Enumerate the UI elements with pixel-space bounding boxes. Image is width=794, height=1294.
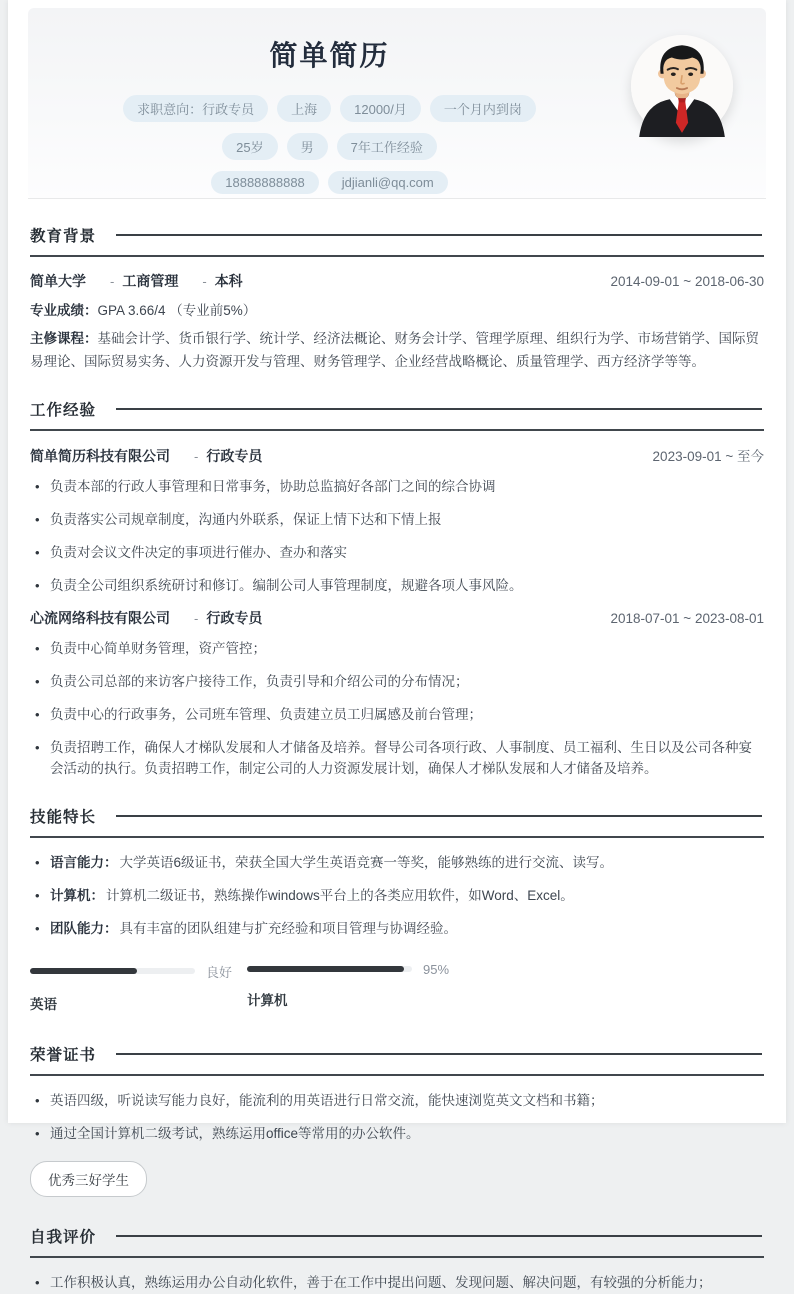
section-self-evaluation <box>30 1225 764 1294</box>
progress-track <box>30 968 195 974</box>
courses-line <box>30 328 764 373</box>
section-skills <box>30 805 764 1013</box>
skill-bar-computer <box>247 962 464 1013</box>
section-title-rule <box>116 408 762 410</box>
progress-fill <box>30 968 137 974</box>
tag-phone: 18888888888 <box>211 171 319 194</box>
skill-label: 计算机： <box>50 888 104 904</box>
section-title: 荣誉证书 <box>30 1046 97 1064</box>
resume-header <box>28 8 766 199</box>
progress-track <box>247 966 412 972</box>
skill-text: 计算机二级证书，熟练操作windows平台上的各类应用软件，如Word、Excel。 <box>106 888 574 904</box>
section-title: 教育背景 <box>30 228 97 245</box>
bar-level-label: 良好 <box>206 964 233 980</box>
education-date-range: 2014-09-01 ~ 2018-06-30 <box>610 274 764 289</box>
position-name: 行政专员 <box>206 610 263 627</box>
skill-label: 团队能力： <box>50 920 118 936</box>
job-bullet: • 负责招聘工作，确保人才梯队发展和人才储备及培养。督导公司各项行政、人事制度、员工福利、生日以及公司各种宴会活动的执行。负责招聘工作，制定公司的人力资源发展计划，确保人才梯队发展和人才储备及培养。 <box>30 738 764 780</box>
tag-row-3 <box>211 171 448 194</box>
section-header-honors <box>30 1043 764 1076</box>
male-portrait-icon <box>631 35 733 137</box>
honor-bullet: • 英语四级，听说读写能力良好，能流利的用英语进行日常交流，能快速浏览英文文档和书籍； <box>30 1091 764 1112</box>
section-title-rule <box>116 815 762 817</box>
section-work <box>30 398 764 780</box>
skill-bar-english <box>30 962 247 1013</box>
tag-job-intention: 求职意向：行政专员 <box>123 95 268 122</box>
section-honors <box>30 1043 764 1197</box>
section-header-work <box>30 398 764 431</box>
job-bullet: • 负责公司总部的来访客户接待工作，负责引导和介绍公司的分布情况； <box>30 672 764 693</box>
bar-level-label: 95% <box>423 961 450 977</box>
skill-bullet <box>30 886 764 907</box>
gpa-line <box>30 300 764 322</box>
tag-gender: 男 <box>287 133 328 160</box>
section-title-rule <box>116 1235 762 1237</box>
section-education <box>30 224 764 373</box>
self-eval-bullet: • 工作积极认真，熟练运用办公自动化软件，善于在工作中提出问题、发现问题、解决问题，有较强的分析能力； <box>30 1273 764 1294</box>
bar-name: 计算机 <box>247 992 288 1008</box>
skill-bullet <box>30 853 764 874</box>
skill-text: 具有丰富的团队组建与扩充经验和项目管理与协调经验。 <box>119 920 457 936</box>
section-title: 技能特长 <box>30 809 97 827</box>
skill-text: 大学英语6级证书，荣获全国大学生英语竞赛一等奖，能够熟练的进行交流、读写。 <box>119 855 614 871</box>
company-name: 心流网络科技有限公司 <box>30 610 170 627</box>
skill-bullet-list <box>30 853 764 940</box>
job-entry-row <box>30 608 764 628</box>
job-bullet-list <box>30 477 764 597</box>
tag-row-2 <box>222 133 437 160</box>
bar-name: 英语 <box>30 996 57 1012</box>
tag-salary: 12000/月 <box>340 95 421 122</box>
badge-row <box>30 1161 764 1197</box>
job-bullet-list <box>30 639 764 780</box>
dash-separator: - <box>194 448 199 464</box>
tag-email: jdjianli@qq.com <box>328 171 448 194</box>
section-title: 自我评价 <box>30 1228 97 1246</box>
degree-name: 本科 <box>214 273 243 289</box>
job-bullet: • 负责本部的行政人事管理和日常事务，协助总监搞好各部门之间的综合协调 <box>30 477 764 498</box>
tag-row-1 <box>123 95 536 122</box>
honor-badge: 优秀三好学生 <box>30 1161 147 1197</box>
skill-label: 语言能力： <box>50 855 118 871</box>
education-entry-row <box>30 271 764 291</box>
skill-bars <box>30 962 764 1013</box>
school-name: 简单大学 <box>30 273 86 289</box>
header-left-column <box>28 8 631 194</box>
avatar <box>631 35 733 137</box>
section-title: 工作经验 <box>30 401 97 419</box>
tag-availability: 一个月内到岗 <box>430 95 536 122</box>
self-eval-bullet-list <box>30 1273 764 1294</box>
dash-separator: - <box>202 274 207 289</box>
job-bullet: • 负责中心简单财务管理，资产管控； <box>30 639 764 660</box>
job-bullet: • 负责对会议文件决定的事项进行催办、查办和落实 <box>30 543 764 564</box>
section-title-rule <box>116 234 762 236</box>
major-name: 工商管理 <box>122 273 179 289</box>
company-name: 简单简历科技有限公司 <box>30 447 170 464</box>
bar-line <box>247 962 464 977</box>
header-divider <box>28 198 766 199</box>
job-entry-row <box>30 445 764 466</box>
job-date-range: 2018-07-01 ~ 2023-08-01 <box>610 611 764 627</box>
tag-city: 上海 <box>277 95 331 122</box>
job-bullet: • 负责中心的行政事务，公司班车管理、负责建立员工归属感及前台管理； <box>30 705 764 726</box>
tag-experience: 7年工作经验 <box>337 133 437 160</box>
job-bullet: • 负责落实公司规章制度，沟通内外联系，保证上情下达和下情上报 <box>30 510 764 531</box>
honor-bullet: • 通过全国计算机二级考试，熟练运用office等常用的办公软件。 <box>30 1124 764 1145</box>
resume-title: 简单简历 <box>269 40 390 71</box>
dash-separator: - <box>110 274 115 289</box>
section-title-rule <box>116 1053 762 1055</box>
section-header-self-evaluation <box>30 1225 764 1258</box>
skill-bullet <box>30 919 764 940</box>
job-bullet: • 负责全公司组织系统研讨和修订。编制公司人事管理制度，规避各项人事风险。 <box>30 576 764 597</box>
progress-fill <box>247 966 404 972</box>
tag-age: 25岁 <box>222 133 277 160</box>
resume-paper <box>8 0 786 1290</box>
position-name: 行政专员 <box>206 447 263 464</box>
courses-value: 基础会计学、货币银行学、统计学、经济法概论、财务会计学、管理学原理、组织行为学、市场营销学、国际贸易理论、国际贸易实务、人力资源开发与管理、财务管理学、企业经营战略概论、质量管理学、西方经济学等等。 <box>30 331 759 369</box>
section-header-education <box>30 224 764 257</box>
section-header-skills <box>30 805 764 838</box>
gpa-label: 专业成绩： <box>30 303 98 318</box>
honor-bullet-list <box>30 1091 764 1145</box>
courses-label: 主修课程： <box>30 331 98 347</box>
bar-line <box>30 962 247 981</box>
gpa-value: GPA 3.66/4 （专业前5%） <box>97 303 257 318</box>
job-date-range: 2023-09-01 ~ 至今 <box>652 448 764 464</box>
dash-separator: - <box>194 611 199 627</box>
